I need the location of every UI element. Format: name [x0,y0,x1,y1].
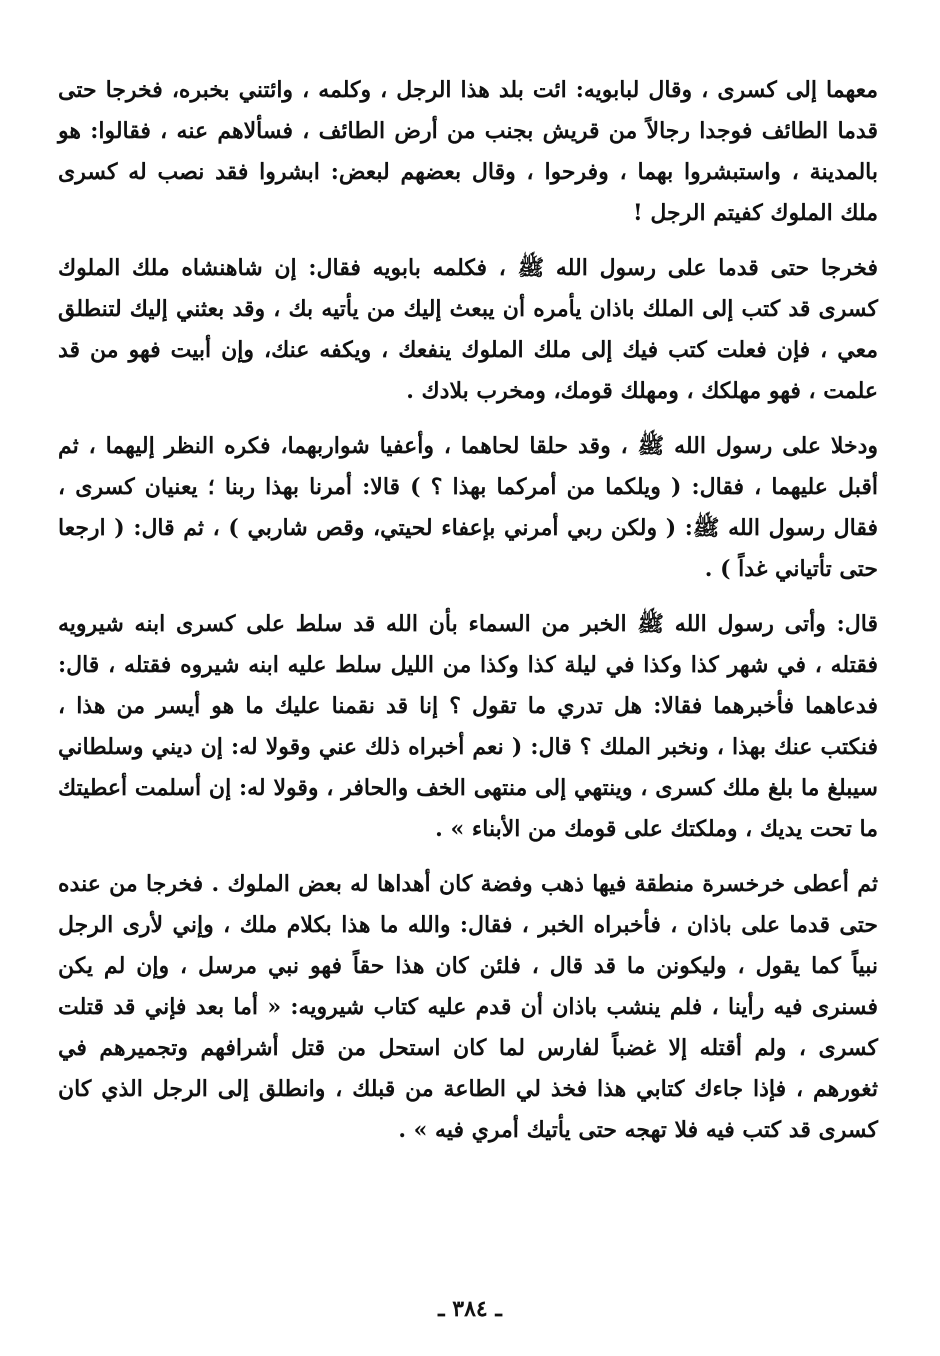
paragraph-3: ودخلا على رسول الله ﷺ ، وقد حلقا لحاهما ، وأعفيا شواربهما، فكره النظر إليهما ، ثم أقبل عليهما ، فقال: ( ويلكما من أمركما بهذا ؟ ) قالا: أمرنا بهذا ربنا ؛ يعنيان كسرى ، فقال رسول الله ﷺ: ( ولكن ربي أمرني بإعفاء لحيتي، وقص شاربي ) ، ثم قال: ( ارجعا حتى تأتياني غداً ) . [58,433,878,582]
paragraph-5: ثم أعطى خرخسرة منطقة فيها ذهب وفضة كان أهداها له بعض الملوك . فخرجا من عنده حتى قدما على باذان ، فأخبراه الخبر ، فقال: والله ما هذا بكلام ملك ، وإني لأرى الرجل نبياً كما يقول ، وليكونن ما قد قال ، فلئن كان هذا حقاً فهو نبي مرسل ، وإن لم يكن فسنرى فيه رأينا ، فلم ينشب باذان أن قدم عليه كتاب شيرويه: « أما بعد فإني قد قتلت كسرى ، ولم أقتله إلا غضباً لفارس لما كان استحل من قتل أشرافهم وتجميرهم في ثغورهم ، فإذا جاءك كتابي هذا فخذ لي الطاعة من قبلك ، وانطلق إلى الرجل الذي كان كسرى قد كتب فيه فلا تهجه حتى يأتيك أمري فيه » . [58,871,878,1143]
body-text [58,70,878,1165]
page-number: ـ ٣٨٤ ـ [438,1296,502,1322]
paragraph-1: معهما إلى كسرى ، وقال لبابويه: ائت بلد هذا الرجل ، وكلمه ، وائتني بخبره، فخرجا حتى قدما الطائف فوجدا رجالاً من قريش بجنب من أرض الطائف ، فسألاهم عنه ، فقالوا: هو بالمدينة ، واستبشروا بهما ، وفرحوا ، وقال بعضهم لبعض: ابشروا فقد نصب له كسرى ملك الملوك كفيتم الرجل ! [58,77,878,226]
paragraph-4: قال: وأتى رسول الله ﷺ الخبر من السماء بأن الله قد سلط على كسرى ابنه شيرويه فقتله ، في شهر كذا وكذا في ليلة كذا وكذا من الليل سلط عليه ابنه شيروه فقتله ، قال: فدعاهما فأخبرهما فقالا: هل تدري ما تقول ؟ إنا قد نقمنا عليك ما هو أيسر من هذا ، فنكتب عنك بهذا ، ونخبر الملك ؟ قال: ( نعم أخبراه ذلك عني وقولا له: إن ديني وسلطاني سيبلغ ما بلغ ملك كسرى ، وينتهي إلى منتهى الخف والحافر ، وقولا له: إن أسلمت أعطيتك ما تحت يديك ، وملكتك على قومك من الأبناء » . [58,611,878,842]
paragraph-2: فخرجا حتى قدما على رسول الله ﷺ ، فكلمه بابويه فقال: إن شاهنشاه ملك الملوك كسرى قد كتب إلى الملك باذان يأمره أن يبعث إليك من يأتيه بك ، وقد بعثني إليك لتنطلق معي ، فإن فعلت كتب فيك إلى ملك الملوك ينفعك ، ويكفه عنك، وإن أبيت فهو من قد علمت ، فهو مهلكك ، ومهلك قومك، ومخرب بلادك . [58,255,878,404]
